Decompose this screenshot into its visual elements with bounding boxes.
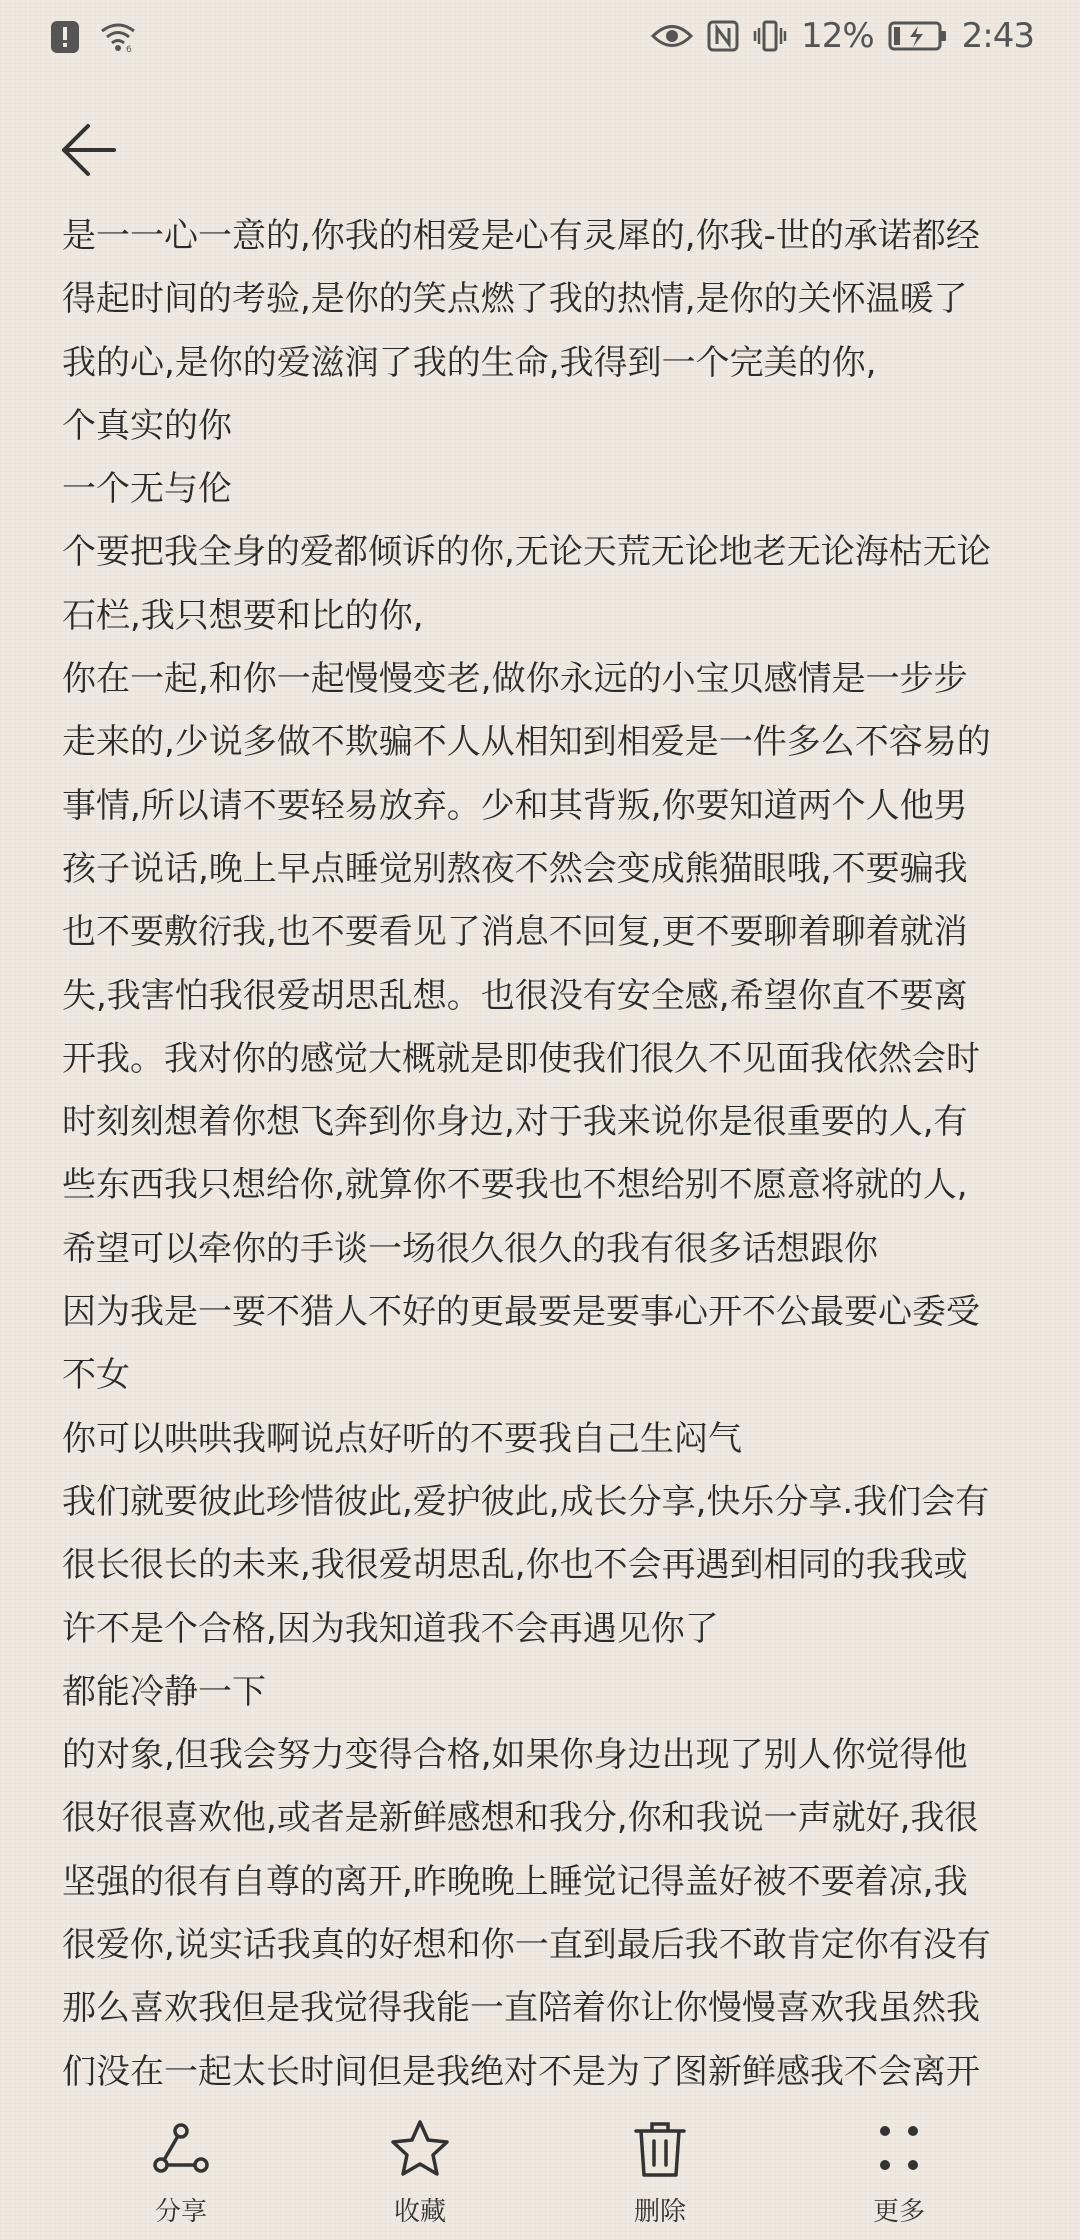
note-line: 那么喜欢我但是我觉得我能一直陪着你让你慢慢喜欢我虽然我 [62, 1988, 980, 2029]
share-label: 分享 [154, 2197, 207, 2227]
delete-label: 删除 [633, 2197, 686, 2227]
note-line: 因为我是一要不猎人不好的更最要是要事心开不公最要心委受 [62, 1292, 980, 1333]
status-left [50, 20, 138, 54]
note-line: 的对象,但我会努力变得合格,如果你身边出现了别人你觉得他 [62, 1735, 968, 1776]
clock-time: 2:43 [961, 16, 1034, 56]
note-line: 时刻刻想着你想飞奔到你身边,对于我来说你是很重要的人,有 [62, 1102, 968, 1143]
note-line: 石栏,我只想要和比的你, [62, 595, 424, 636]
share-button[interactable] [106, 2117, 256, 2228]
note-line: 些东西我只想给你,就算你不要我也不想给别不愿意将就的人, [62, 1165, 968, 1206]
svg-text:6: 6 [126, 45, 132, 53]
nfc-icon [707, 20, 739, 52]
delete-button[interactable] [585, 2117, 735, 2228]
note-line: 希望可以牵你的手谈一场很久很久的我有很多话想跟你 [62, 1228, 878, 1269]
arrow-left-icon [58, 122, 128, 178]
share-icon [149, 2117, 213, 2181]
more-dots-icon [867, 2117, 931, 2181]
status-right [651, 16, 1034, 56]
note-line: 失,我害怕我很爱胡思乱想。也很没有安全感,希望你直不要离 [62, 975, 968, 1016]
note-line: 得起时间的考验,是你的笑点燃了我的热情,是你的关怀温暖了 [62, 279, 968, 320]
vibrate-icon [753, 19, 787, 53]
alert-notification-icon [50, 20, 80, 54]
battery-charging-icon [888, 20, 948, 52]
more-label: 更多 [872, 2197, 925, 2227]
battery-percent: 12% [801, 16, 874, 56]
bottom-toolbar [0, 2095, 1080, 2240]
note-line: 一个无与伦 [62, 469, 232, 510]
note-line: 是一一心一意的,你我的相爱是心有灵犀的,你我-世的承诺都经 [62, 216, 980, 256]
note-line: 走来的,少说多做不欺骗不人从相知到相爱是一件多么不容易的 [62, 722, 991, 763]
note-line: 个要把我全身的爱都倾诉的你,无论天荒无论地老无论海枯无论 [62, 532, 991, 573]
status-bar [0, 0, 1080, 80]
note-line: 们没在一起太长时间但是我绝对不是为了图新鲜感我不会离开 [62, 2051, 980, 2092]
note-line: 你在一起,和你一起慢慢变老,做你永远的小宝贝感情是一步步 [62, 659, 968, 700]
note-line: 许不是个合格,因为我知道我不会再遇见你了 [62, 1608, 719, 1649]
note-line: 很好很喜欢他,或者是新鲜感想和我分,你和我说一声就好,我很 [62, 1798, 979, 1839]
note-line: 我的心,是你的爱滋润了我的生命,我得到一个完美的你, [62, 342, 877, 383]
note-line: 我们就要彼此珍惜彼此,爱护彼此,成长分享,快乐分享.我们会有 [62, 1481, 990, 1522]
note-line: 也不要敷衍我,也不要看见了消息不回复,更不要聊着聊着就消 [62, 912, 968, 953]
wifi-icon [98, 21, 138, 53]
more-button[interactable] [824, 2117, 974, 2228]
eye-comfort-icon [651, 21, 693, 51]
note-line: 事情,所以请不要轻易放弃。少和其背叛,你要知道两个人他男 [62, 785, 968, 826]
note-line: 很爱你,说实话我真的好想和你一直到最后我不敢肯定你有没有 [62, 1925, 991, 1966]
favorite-label: 收藏 [393, 2197, 446, 2227]
trash-icon [628, 2117, 692, 2181]
star-icon [388, 2117, 452, 2181]
note-line: 坚强的很有自尊的离开,昨晚晚上睡觉记得盖好被不要着凉,我 [62, 1861, 968, 1902]
note-line: 孩子说话,晚上早点睡觉别熬夜不然会变成熊猫眼哦,不要骗我 [62, 848, 968, 889]
note-line: 个真实的你 [62, 405, 232, 446]
note-content[interactable] [62, 205, 1022, 2095]
note-line: 很长很长的未来,我很爱胡思乱,你也不会再遇到相同的我我或 [62, 1545, 968, 1586]
note-line: 你可以哄哄我啊说点好听的不要我自己生闷气 [62, 1418, 742, 1459]
note-line: 开我。我对你的感觉大概就是即使我们很久不见面我依然会时 [62, 1038, 980, 1079]
note-line: 不女 [62, 1355, 130, 1396]
favorite-button[interactable] [345, 2117, 495, 2228]
note-line: 都能冷静一下 [62, 1671, 266, 1712]
back-button[interactable] [58, 122, 128, 182]
